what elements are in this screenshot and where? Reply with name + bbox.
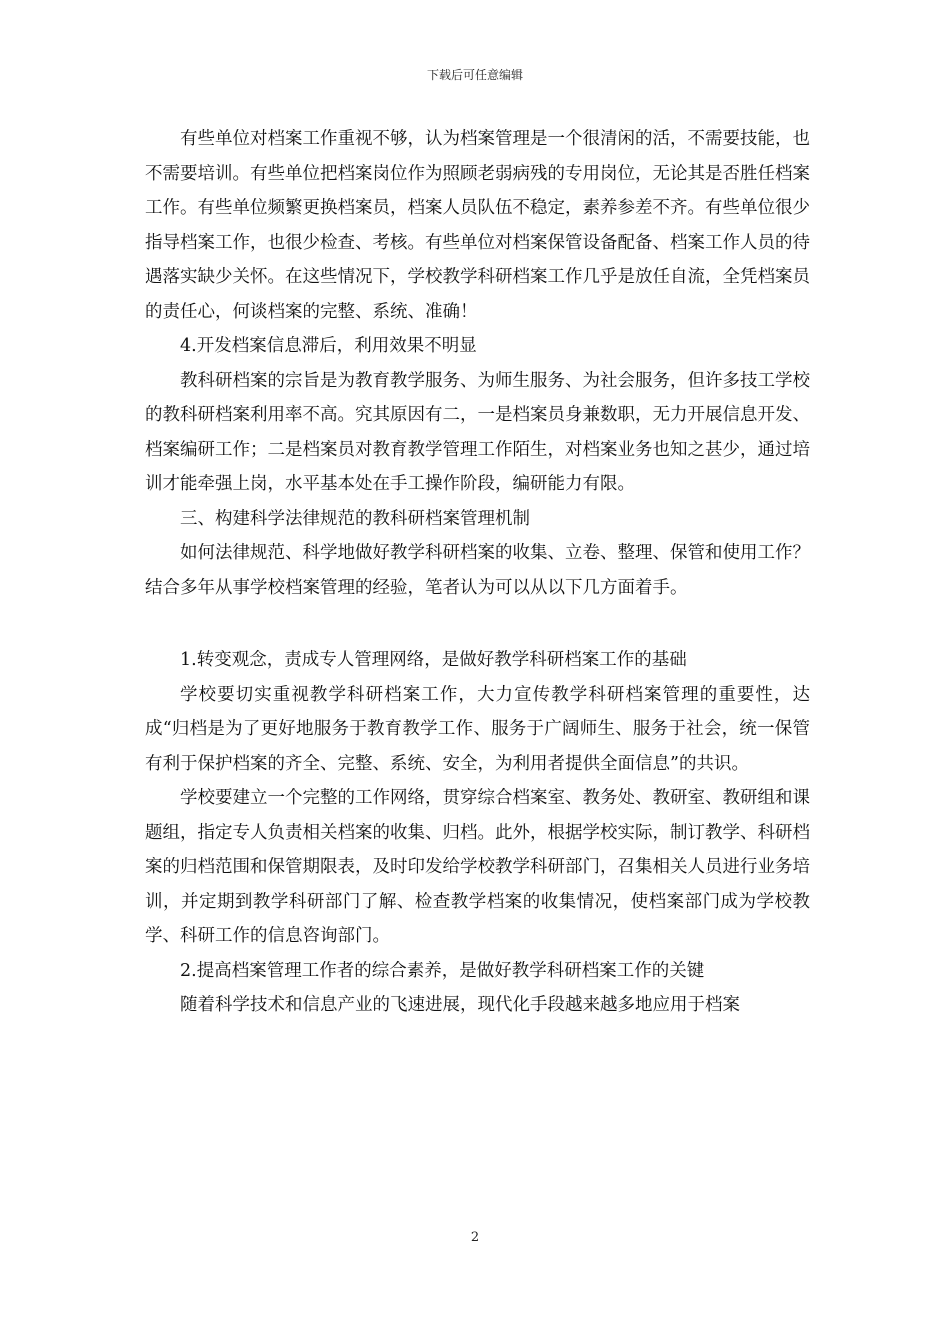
paragraph: 有些单位对档案工作重视不够，认为档案管理是一个很清闲的活，不需要技能，也不需要培训。有些单位把档案岗位作为照顾老弱病残的专用岗位，无论其是否胜任档案工作。有些单位频繁更换档案员，档案人员队伍不稳定，素养参差不齐。有些单位很少指导档案工作，也很少检查、考核。有些单位对档案保管设备配备、档案工作人员的待遇落实缺少关怀。在这些情况下，学校教学科研档案工作几乎是放任自流，全凭档案员的责任心，何谈档案的完整、系统、准确！ <box>145 129 810 322</box>
paragraph: 教科研档案的宗旨是为教育教学服务、为师生服务、为社会服务，但许多技工学校的教科研档案利用率不高。究其原因有二，一是档案员身兼数职，无力开展信息开发、档案编研工作；二是档案员对教育教学管理工作陌生，对档案业务也知之甚少，通过培训才能牵强上岗，水平基本处在手工操作阶段，编研能力有限。 <box>145 370 810 494</box>
paragraph-gap <box>145 605 810 643</box>
paragraph: 随着科学技术和信息产业的飞速进展，现代化手段越来越多地应用于档案 <box>180 995 740 1015</box>
section-heading: 三、构建科学法律规范的教科研档案管理机制 <box>180 508 530 529</box>
document-body <box>145 122 810 1023</box>
section-heading: 2.提高档案管理工作者的综合素养，是做好教学科研档案工作的关键 <box>180 960 705 981</box>
paragraph: 如何法律规范、科学地做好教学科研档案的收集、立卷、整理、保管和使用工作？结合多年从事学校档案管理的经验，笔者认为可以从以下几方面着手。 <box>145 543 810 598</box>
section-heading: 1.转变观念，责成专人管理网络，是做好教学科研档案工作的基础 <box>180 650 687 670</box>
section-heading: 4.开发档案信息滞后，利用效果不明显 <box>180 336 477 356</box>
page-number: 2 <box>470 1230 480 1245</box>
paragraph: 学校要切实重视教学科研档案工作，大力宣传教学科研档案管理的重要性，达成“归档是为了更好地服务于教育教学工作、服务于广阔师生、服务于社会，统一保管有利于保护档案的齐全、完整、系统、安全，为利用者提供全面信息”的共识。 <box>145 684 810 774</box>
paragraph: 学校要建立一个完整的工作网络，贯穿综合档案室、教务处、教研室、教研组和课题组，指定专人负责相关档案的收集、归档。此外，根据学校实际，制订教学、科研档案的归档范围和保管期限表，及时印发给学校教学科研部门，召集相关人员进行业务培训，并定期到教学科研部门了解、检查教学档案的收集情况，使档案部门成为学校教学、科研工作的信息咨询部门。 <box>145 788 810 946</box>
page-header: 下载后可任意编辑 <box>426 68 523 82</box>
